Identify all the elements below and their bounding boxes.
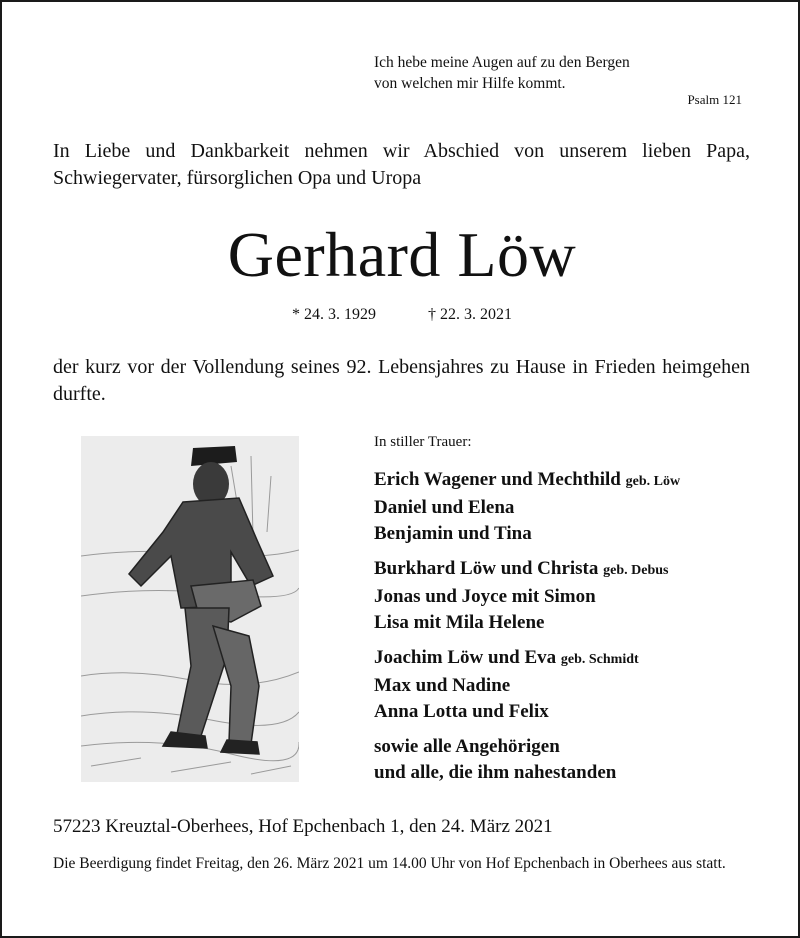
family-group (374, 556, 774, 636)
sower-drawing-image (81, 436, 299, 782)
family-head (374, 467, 774, 495)
intro-text: In Liebe und Dankbarkeit nehmen wir Abschied von unserem lieben Papa, Schwiegervater, fürsorglichen Opa und Uropa (53, 140, 750, 189)
family-member: Max und Nadine (374, 675, 511, 696)
death-date: † 22. 3. 2021 (428, 306, 512, 323)
birth-date: * 24. 3. 1929 (292, 306, 376, 323)
family-member: Benjamin und Tina (374, 523, 532, 544)
life-dates (2, 306, 800, 324)
funeral-info: Die Beerdigung findet Freitag, den 26. März 2021 um 14.00 Uhr von Hof Epchenbach in Oberhees aus statt. (53, 855, 726, 872)
closing-lines (374, 734, 774, 786)
maiden-name: geb. Debus (603, 563, 669, 578)
closing-line-1: sowie alle Angehörigen (374, 736, 560, 757)
deceased-name: Gerhard Löw (227, 219, 577, 290)
family-member: Lisa mit Mila Helene (374, 612, 545, 633)
family-member: Jonas und Joyce mit Simon (374, 586, 596, 607)
family-head (374, 645, 774, 673)
family-head (374, 556, 774, 584)
psalm-line-1: Ich hebe meine Augen auf zu den Bergen (374, 54, 630, 71)
maiden-name: geb. Löw (625, 474, 681, 489)
family-group (374, 645, 774, 725)
address-line: 57223 Kreuztal-Oberhees, Hof Epchenbach 1, den 24. März 2021 (53, 816, 553, 837)
family-head-name: Burkhard Löw und Christa (374, 558, 599, 579)
family-head-name: Joachim Löw und Eva (374, 647, 557, 668)
family-member: Daniel und Elena (374, 497, 515, 518)
psalm-quote (374, 52, 630, 94)
psalm-reference: Psalm 121 (687, 92, 742, 107)
passing-text: der kurz vor der Vollendung seines 92. Lebensjahres zu Hause in Frieden heimgehen durfte. (53, 356, 750, 405)
family-group (374, 467, 774, 547)
psalm-line-2: von welchen mir Hilfe kommt. (374, 75, 566, 92)
mourners-list (374, 467, 774, 786)
family-head-name: Erich Wagener und Mechthild (374, 469, 621, 490)
closing-line-2: und alle, die ihm nahestanden (374, 762, 617, 783)
maiden-name: geb. Schmidt (560, 652, 639, 667)
mourning-label: In stiller Trauer: (374, 434, 472, 450)
family-member: Anna Lotta und Felix (374, 701, 549, 722)
